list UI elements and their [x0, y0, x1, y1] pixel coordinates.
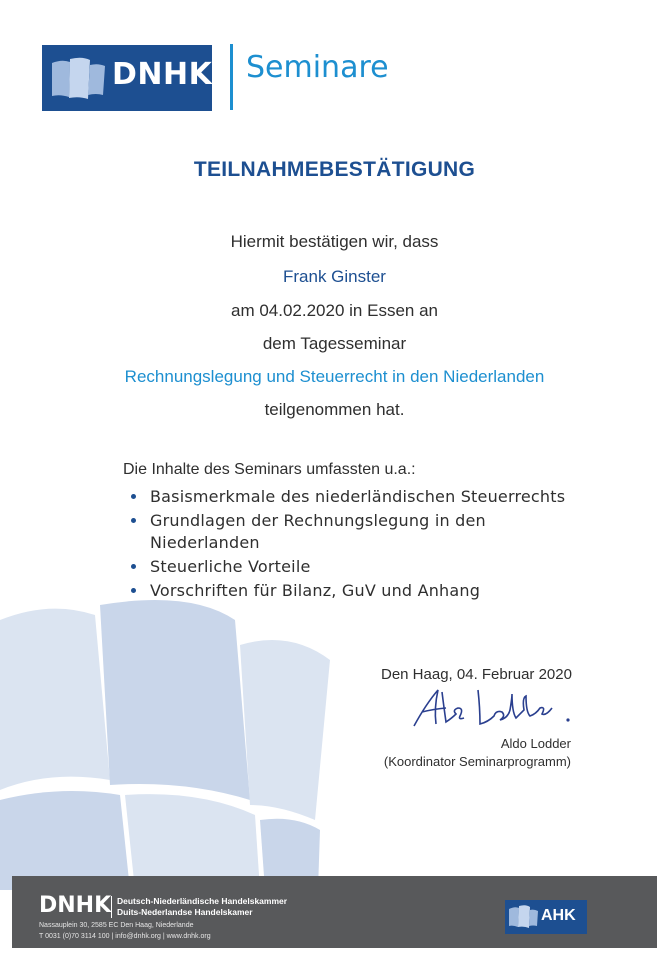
participant-name: Frank Ginster [283, 267, 386, 286]
ship-sails-icon [507, 903, 539, 931]
course-title: Rechnungslegung und Steuerrecht in den Niederlanden [124, 367, 545, 386]
section-title: Seminare [246, 50, 389, 85]
seminar-type-line: dem Tagesseminar [262, 334, 407, 353]
intro-line: Hiermit bestätigen wir, dass [230, 232, 439, 251]
date-line: am 04.02.2020 in Essen an [231, 301, 438, 320]
list-item: Vorschriften für Bilanz, GuV und Anhang [131, 580, 571, 602]
signer-role: (Koordinator Seminarprogramm) [383, 754, 571, 769]
bullet-icon [131, 494, 136, 499]
dnhk-logo [42, 45, 212, 111]
ahk-logo [505, 900, 587, 934]
footer-bar [12, 876, 657, 948]
logo-text: DNHK [112, 57, 213, 92]
ship-sails-watermark [0, 600, 340, 890]
list-item: Steuerliche Vorteile [131, 556, 571, 578]
ahk-text: AHK [541, 907, 576, 924]
closing-line: teilgenommen hat. [264, 400, 405, 419]
footer-logo-text: DNHK [39, 893, 112, 918]
certificate-title: TEILNAHMEBESTÄTIGUNG [193, 158, 476, 181]
list-item: Grundlagen der Rechnungslegung in den Niederlanden [131, 510, 490, 554]
place-date: Den Haag, 04. Februar 2020 [381, 666, 572, 683]
logo-divider [230, 44, 233, 110]
bullet-icon [131, 564, 136, 569]
signer-name: Aldo Lodder [500, 736, 571, 751]
contents-heading: Die Inhalte des Seminars umfassten u.a.: [123, 461, 416, 478]
footer-contact: T 0031 (0)70 3114 100 | info@dnhk.org | www.dnhk.org [39, 933, 211, 940]
ship-sails-icon [48, 53, 108, 105]
handwritten-signature [408, 684, 583, 732]
footer-org-name-nl: Duits-Nederlandse Handelskamer [117, 907, 253, 917]
list-item: Basismerkmale des niederländischen Steuerrechts [131, 486, 571, 508]
footer-address: Nassauplein 30, 2585 EC Den Haag, Niederlande [39, 922, 194, 929]
contents-list [131, 486, 571, 604]
bullet-icon [131, 588, 136, 593]
bullet-icon [131, 518, 136, 523]
footer-org-name-de: Deutsch-Niederländische Handelskammer [117, 896, 288, 906]
footer-divider [111, 896, 112, 918]
